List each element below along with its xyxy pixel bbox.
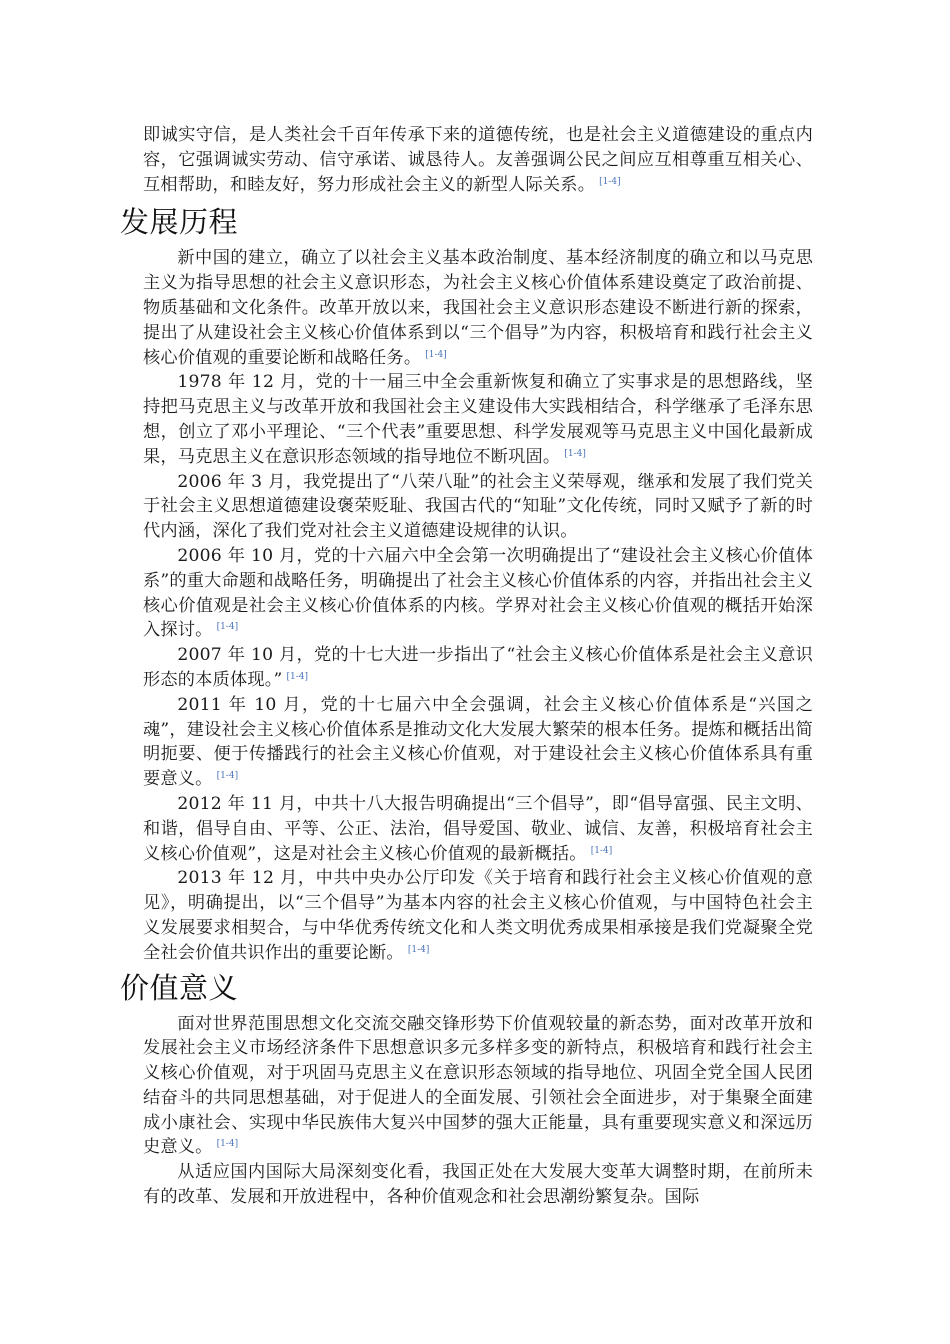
paragraph-text: 2012 年 11 月，中共十八大报告明确提出“三个倡导”，即“倡导富强、民主文明、和谐，倡导自由、平等、公正、法治，倡导爱国、敬业、诚信、友善，积极培育社会主义核心价值观”，这是对社会主义核心价值观的最新概括。 — [143, 793, 813, 864]
paragraph — [143, 544, 813, 643]
paragraph-text: 新中国的建立，确立了以社会主义基本政治制度、基本经济制度的确立和以马克思主义为指导思想的社会主义意识形态，为社会主义核心价值体系建设奠定了政治前提、物质基础和文化条件。改革开放以来，我国社会主义意识形态建设不断进行新的探索，提出了从建设社会主义核心价值体系到以“三个倡导”为内容，积极培育和践行社会主义核心价值观的重要论断和战略任务。 — [143, 248, 813, 368]
paragraph-text: 2013 年 12 月，中共中央办公厅印发《关于培育和践行社会主义核心价值观的意见》，明确提出，以“三个倡导”为基本内容的社会主义核心价值观，与中国特色社会主义发展要求相契合，与中华优秀传统文化和人类文明优秀成果相承接是我们党凝聚全党全社会价值共识作出的重要论断。 — [143, 868, 813, 963]
paragraph-text: 即诚实守信，是人类社会千百年传承下来的道德传统，也是社会主义道德建设的重点内容，它强调诚实劳动、信守承诺、诚恳待人。友善强调公民之间应互相尊重互相关心、互相帮助，和睦友好，努力形成社会主义的新型人际关系。 — [143, 125, 813, 195]
paragraph — [143, 643, 813, 693]
paragraph — [143, 370, 813, 469]
paragraph-text: 2011 年 10 月，党的十七届六中全会强调，社会主义核心价值体系是“兴国之魂”，建设社会主义核心价值体系是推动文化大发展大繁荣的根本任务。提炼和概括出简明扼要、便于传播践行的社会主义核心价值观，对于建设社会主义核心价值体系具有重要意义。 — [143, 694, 813, 790]
citation-link[interactable]: [1-4] — [216, 1139, 239, 1150]
paragraph-text: 面对世界范围思想文化交流交融交锋形势下价值观较量的新态势，面对改革开放和发展社会主义市场经济条件下思想意识多元多样多变的新特点，积极培育和践行社会主义核心价值观，对于巩固马克思主义在意识形态领域的指导地位、巩固全党全国人民团结奋斗的共同思想基础，对于促进人的全面发展、引领社会全面进步，对于集聚全面建成小康社会、实现中华民族伟大复兴中国梦的强大正能量，具有重要现实意义和深远历史意义。 — [143, 1013, 813, 1158]
paragraph — [143, 123, 813, 197]
paragraph — [143, 866, 813, 965]
section-heading-development: 发展历程 — [120, 205, 239, 240]
citation-link[interactable]: [1-4] — [564, 448, 586, 459]
paragraph-text: 2006 年 3 月，我党提出了“八荣八耻”的社会主义荣辱观，继承和发展了我们党关于社会主义思想道德建设褒荣贬耻、我国古代的“知耻”文化传统，同时又赋予了新的时代内涵，深化了我们党对社会主义道德建设规律的认识。 — [143, 471, 813, 542]
paragraph — [143, 693, 813, 792]
paragraph — [143, 792, 813, 866]
paragraph — [143, 470, 813, 544]
document-page — [120, 123, 813, 1210]
paragraph-text: 2007 年 10 月，党的十七大进一步指出了“社会主义核心价值体系是社会主义意识形态的本质体现。” — [143, 645, 813, 690]
paragraph-text: 1978 年 12 月，党的十一届三中全会重新恢复和确立了实事求是的思想路线，坚持把马克思主义与改革开放和我国社会主义建设伟大实践相结合，科学继承了毛泽东思想，创立了邓小平理论、“三个代表”重要思想、科学发展观等马克思主义中国化最新成果，马克思主义在意识形态领域的指导地位不断巩固。 — [143, 372, 813, 467]
citation-link[interactable]: [1-4] — [407, 944, 430, 955]
citation-link[interactable]: [1-4] — [286, 671, 309, 682]
section-heading-value-significance: 价值意义 — [120, 970, 239, 1005]
citation-link[interactable]: [1-4] — [590, 845, 613, 856]
paragraph-text: 从适应国内国际大局深刻变化看，我国正处在大发展大变革大调整时期，在前所未有的改革、发展和开放进程中，各种价值观念和社会思潮纷繁复杂。国际 — [143, 1162, 813, 1208]
citation-link[interactable]: [1-4] — [599, 176, 621, 187]
paragraph — [143, 1012, 813, 1161]
citation-link[interactable]: [1-4] — [425, 349, 447, 360]
citation-link[interactable]: [1-4] — [216, 771, 239, 782]
paragraph-text: 2006 年 10 月，党的十六届六中全会第一次明确提出了“建设社会主义核心价值体系”的重大命题和战略任务，明确提出了社会主义核心价值体系的内容，并指出社会主义核心价值观是社会主义核心价值体系的内核。学界对社会主义核心价值观的概括开始深入探讨。 — [143, 545, 813, 641]
paragraph — [143, 246, 813, 370]
paragraph — [143, 1160, 813, 1210]
citation-link[interactable]: [1-4] — [216, 622, 239, 633]
